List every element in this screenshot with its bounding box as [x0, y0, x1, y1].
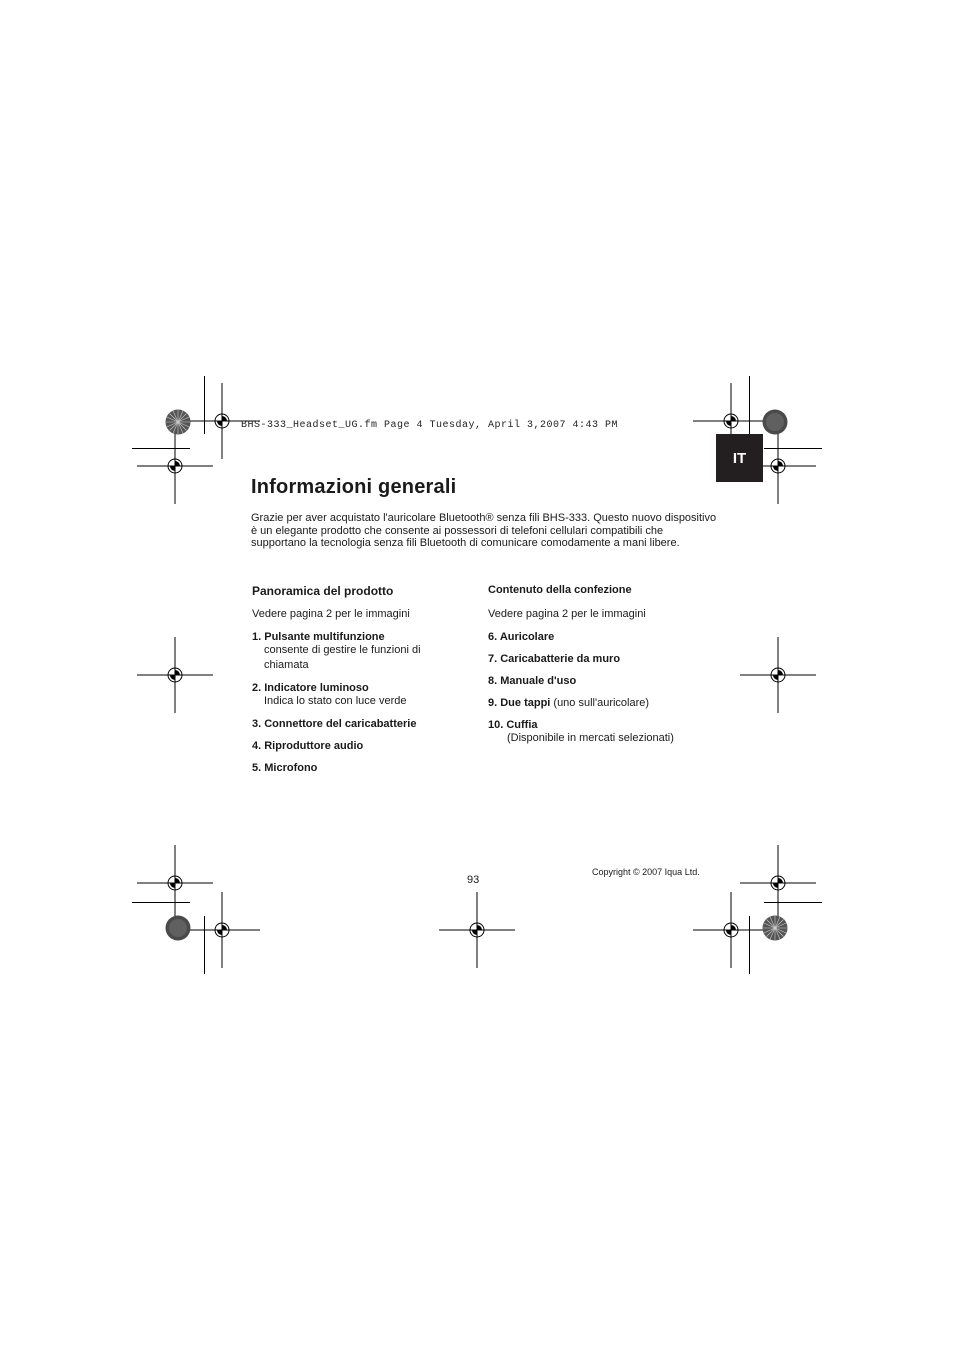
see-pictures-note: Vedere pagina 2 per le immagini — [252, 608, 410, 620]
section-heading: Contenuto della confezione — [488, 584, 632, 596]
grey-target-icon — [762, 409, 788, 435]
item-label: 6. Auricolare — [488, 631, 555, 643]
item-label: 4. Riproduttore audio — [252, 740, 364, 752]
item-label: 5. Microfono — [252, 762, 318, 774]
list-item — [252, 718, 462, 730]
list-item — [252, 631, 462, 673]
page-title: Informazioni generali — [251, 476, 457, 498]
language-tab — [716, 434, 763, 482]
section-heading: Panoramica del prodotto — [252, 584, 394, 598]
item-description: (Disponibile in mercati selezionati) — [507, 732, 674, 744]
language-tab-label: IT — [732, 449, 747, 467]
list-item — [488, 719, 723, 746]
list-item — [488, 653, 723, 665]
see-pictures-note: Vedere pagina 2 per le immagini — [488, 608, 646, 620]
list-item — [252, 682, 462, 709]
intro-paragraph: Grazie per aver acquistato l'auricolare Bluetooth® senza fili BHS-333. Questo nuovo dispositivo è un elegante prodotto che consente ai possessori di telefoni cellulari compatibili che supportano la tecnologia senza fili Bluetooth di comunicare comodamente a mani libere. — [251, 512, 717, 550]
item-label: 3. Connettore del caricabatterie — [252, 718, 417, 730]
color-target-icon — [762, 915, 788, 941]
print-slug: BHS-333_Headset_UG.fm Page 4 Tuesday, April 3,2007 4:43 PM — [241, 420, 619, 431]
list-item — [252, 762, 462, 774]
item-label: 9. Due tappi — [488, 697, 551, 709]
copyright-notice: Copyright © 2007 Iqua Ltd. — [592, 867, 700, 877]
list-item — [488, 631, 723, 643]
page-number: 93 — [467, 874, 480, 886]
item-label: 10. Cuffia — [488, 719, 538, 731]
list-item — [252, 740, 462, 752]
item-description: (uno sull'auricolare) — [550, 697, 650, 709]
item-label: 1. Pulsante multifunzione — [252, 631, 385, 643]
item-label: 7. Caricabatterie da muro — [488, 653, 621, 665]
list-item — [488, 675, 723, 687]
item-description: Indica lo stato con luce verde — [264, 695, 407, 707]
grey-target-icon — [165, 915, 191, 941]
product-overview-section — [252, 584, 462, 783]
item-label: 2. Indicatore luminoso — [252, 682, 369, 694]
list-item — [488, 697, 723, 709]
package-contents-section — [488, 584, 723, 755]
color-target-icon — [165, 409, 191, 435]
item-description: consente di gestire le funzioni di chiamata — [264, 644, 421, 671]
item-label: 8. Manuale d'uso — [488, 675, 577, 687]
